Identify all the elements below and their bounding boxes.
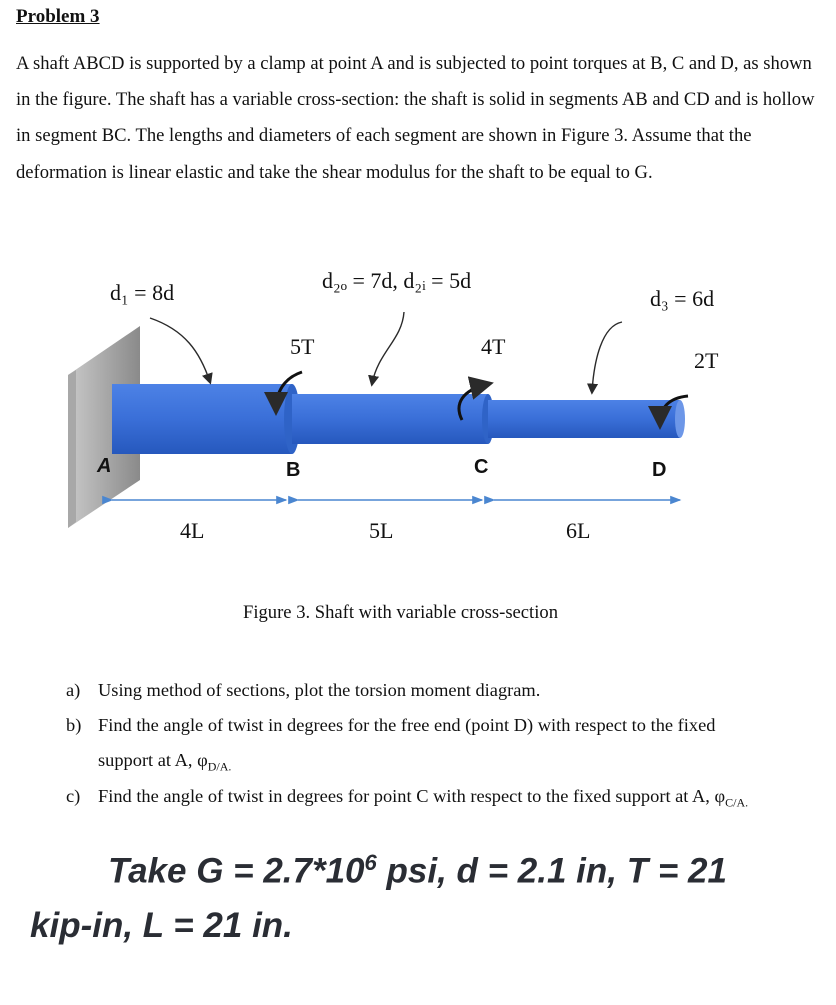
given-line-1: [108, 850, 727, 892]
question-a: [66, 680, 540, 701]
torque-c-label: 4T: [481, 334, 506, 359]
given-exponent: 6: [364, 850, 377, 875]
point-a-label: A: [97, 455, 112, 477]
point-d-label: D: [652, 459, 667, 481]
length-ab-label: 4L: [180, 518, 205, 543]
problem-title: Problem 3: [16, 6, 100, 27]
question-a-marker: a): [66, 680, 81, 700]
point-c-label: C: [474, 456, 489, 478]
given-line-1-b: psi, d = 2.1 in, T = 21: [376, 851, 727, 891]
segment-cd: [488, 400, 685, 438]
question-b-subscript: D/A.: [207, 759, 232, 774]
given-line-1-a: Take G = 2.7*10: [108, 851, 365, 891]
segment-ab: [112, 384, 300, 454]
length-bc-label: 5L: [369, 518, 394, 543]
question-b-marker: b): [66, 715, 82, 735]
torque-d-label: 2T: [694, 348, 719, 373]
d2-leader-arrow: [372, 312, 404, 384]
d1-leader-arrow: [150, 318, 210, 382]
figure-caption: Figure 3. Shaft with variable cross-section: [243, 602, 558, 623]
given-line-2: kip-in, L = 21 in.: [30, 906, 293, 945]
question-b-continued: [98, 750, 231, 775]
d1-label: d₁ = 8d: [110, 280, 175, 305]
question-c-marker: c): [66, 786, 81, 806]
d2-label: d₂ₒ = 7d, d₂ᵢ = 5d: [322, 268, 472, 293]
d3-label: d₃ = 6d: [650, 286, 715, 311]
question-c: [66, 786, 748, 811]
question-b: [66, 715, 715, 736]
question-a-text: Using method of sections, plot the torsion moment diagram.: [98, 680, 541, 700]
question-c-text: Find the angle of twist in degrees for point C with respect to the fixed support at A, φ: [98, 786, 726, 806]
question-b-text: Find the angle of twist in degrees for the free end (point D) with respect to the fixed: [98, 715, 716, 735]
segment-bc: [292, 394, 494, 444]
question-c-subscript: C/A.: [725, 795, 749, 810]
point-b-label: B: [286, 459, 301, 481]
question-b-text-2: support at A, φ: [98, 750, 208, 770]
problem-statement: A shaft ABCD is supported by a clamp at point A and is subjected to point torques at B, C and D, as shown in the figure. The shaft has a variable cross-section: the shaft is solid in segments AB and CD and is hollow in segment BC. The lengths and diameters of each segment are shown in Figure 3. Assume that the deformation is linear elastic and take the shear modulus for the shaft to be equal to G.: [16, 53, 815, 183]
torque-b-label: 5T: [290, 334, 315, 359]
length-cd-label: 6L: [566, 518, 591, 543]
d3-leader-arrow: [592, 322, 622, 392]
